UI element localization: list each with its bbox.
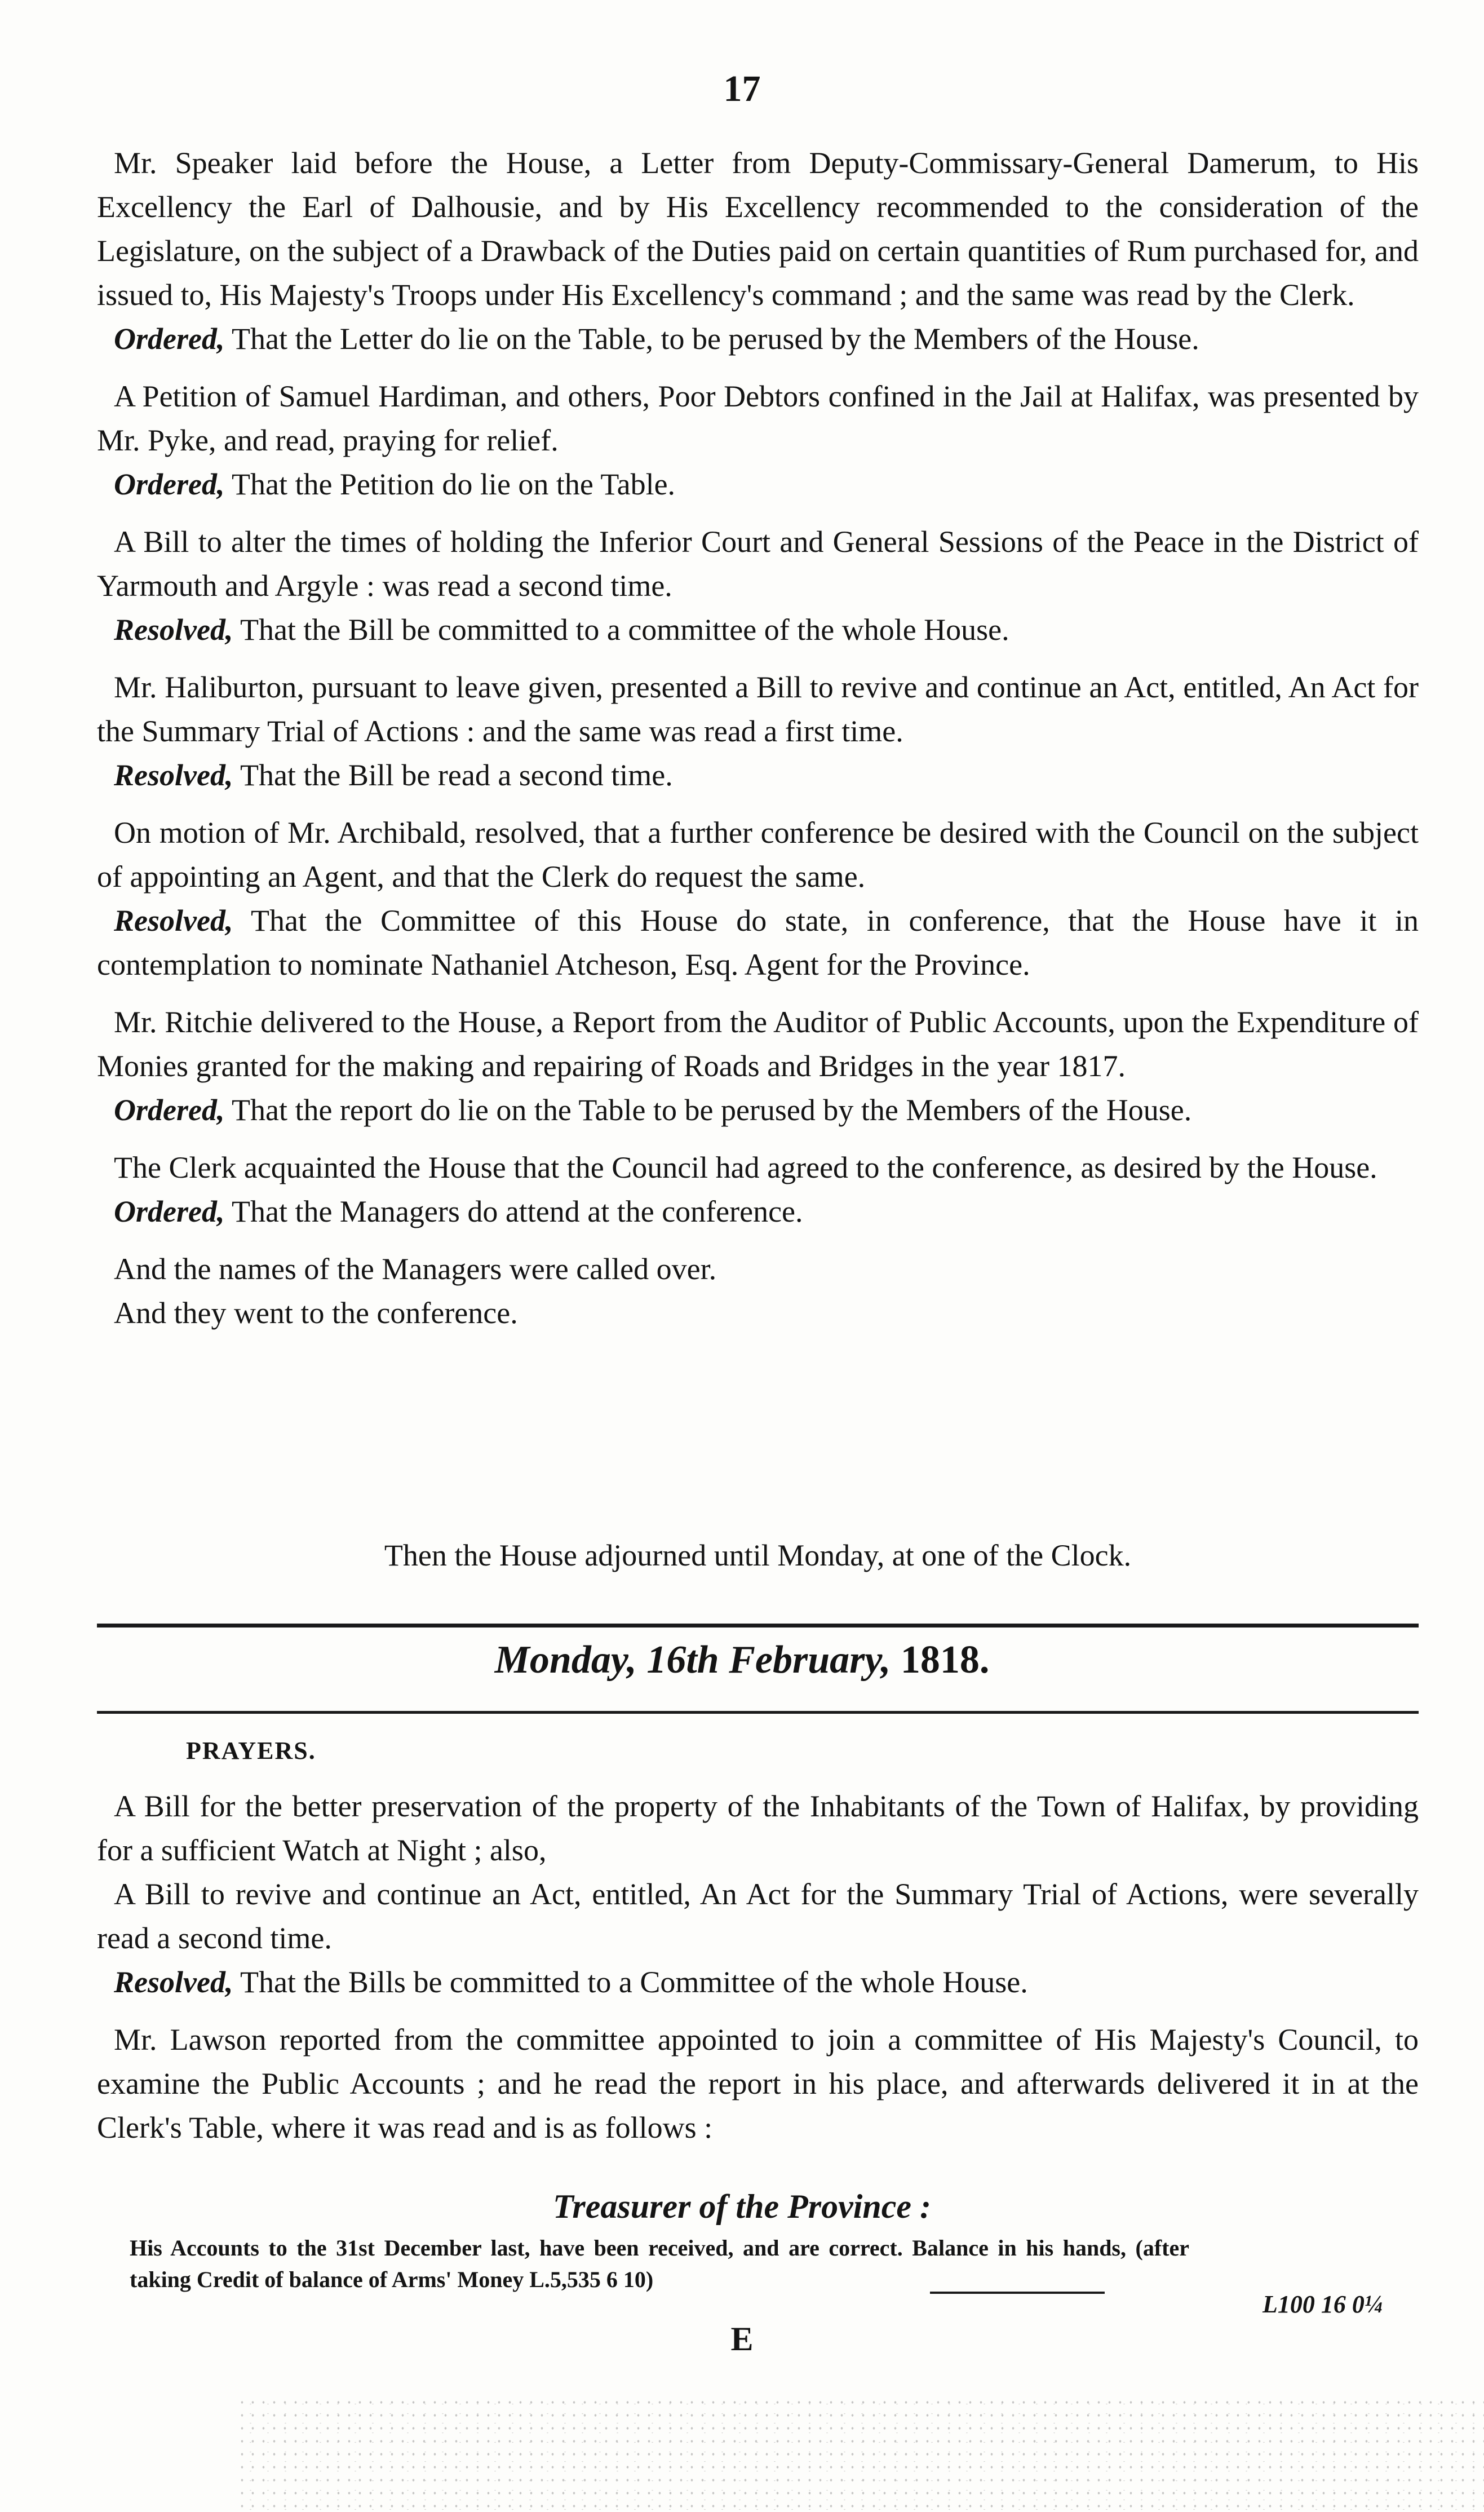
paragraph bbox=[97, 899, 1419, 987]
paragraph bbox=[97, 1960, 1419, 2004]
paper-speckle-texture bbox=[237, 2396, 1484, 2512]
paragraph-text: That the Petition do lie on the Table. bbox=[224, 467, 676, 501]
paragraph bbox=[97, 1189, 1419, 1233]
paragraph-text: A Bill to revive and continue an Act, entitled, An Act for the Summary Trial of Actions, were severally read a second time. bbox=[97, 1877, 1419, 1955]
paragraph-gap bbox=[97, 987, 1419, 1000]
paragraph bbox=[97, 753, 1419, 797]
paragraph-text: Mr. Haliburton, pursuant to leave given, presented a Bill to revive and continue an Act, entitled, An Act for the Summary Trial of Actions : and the same was read a first time. bbox=[97, 670, 1419, 748]
section-rule-bottom bbox=[97, 1711, 1419, 1714]
paragraph-text: That the Committee of this House do state, in conference, that the House have it in contemplation to nominate Nathaniel Atcheson, Esq. Agent for the Province. bbox=[97, 904, 1419, 981]
paragraph-lead: Resolved, bbox=[114, 904, 233, 937]
paragraph bbox=[97, 317, 1419, 361]
paragraph-gap bbox=[97, 1233, 1419, 1247]
paragraph bbox=[97, 1088, 1419, 1132]
paragraph bbox=[97, 665, 1419, 753]
adjournment-line: Then the House adjourned until Monday, at one of the Clock. bbox=[384, 1538, 1132, 1572]
paragraph-lead: Resolved, bbox=[114, 613, 233, 647]
paragraph bbox=[97, 2018, 1419, 2150]
paragraph-lead: Ordered, bbox=[114, 322, 225, 356]
paragraph-lead: Ordered, bbox=[114, 1195, 225, 1228]
date-date: 16th February, bbox=[646, 1638, 891, 1682]
paragraph bbox=[97, 608, 1419, 652]
adjournment bbox=[97, 1533, 1419, 1577]
section-rule-top bbox=[97, 1624, 1419, 1628]
proceedings-section-1 bbox=[97, 141, 1419, 1335]
paragraph-lead: Resolved, bbox=[114, 1965, 233, 1999]
date-day: Monday, bbox=[494, 1638, 637, 1682]
paragraph-text: That the Bill be committed to a committee of the whole House. bbox=[233, 613, 1009, 647]
paragraph bbox=[97, 1247, 1419, 1291]
treasurer-heading: Treasurer of the Province : bbox=[552, 2188, 931, 2225]
paragraph bbox=[97, 1872, 1419, 1960]
paragraph-text: On motion of Mr. Archibald, resolved, that a further conference be desired with the Council on the subject of appointing an Agent, and that the Clerk do request the same. bbox=[97, 816, 1419, 894]
date-year: 1818. bbox=[900, 1638, 990, 1682]
paragraph bbox=[97, 462, 1419, 506]
paragraph-text: And the names of the Managers were called over. bbox=[114, 1252, 717, 1286]
paragraph-text: That the report do lie on the Table to be perused by the Members of the House. bbox=[224, 1093, 1192, 1127]
paragraph-text: A Bill to alter the times of holding the Inferior Court and General Sessions of the Peace in the District of Yarmouth and Argyle : was read a second time. bbox=[97, 525, 1419, 603]
treasurer-amount: L100 16 0¼ bbox=[1262, 2290, 1383, 2318]
paragraph-text: That the Bills be committed to a Committee of the whole House. bbox=[233, 1965, 1028, 1999]
paragraph-gap bbox=[97, 2004, 1419, 2018]
paragraph bbox=[97, 1146, 1419, 1189]
paragraph-text: Mr. Ritchie delivered to the House, a Report from the Auditor of Public Accounts, upon the Expenditure of Monies granted for the making and repairing of Roads and Bridges in the year 1817. bbox=[97, 1005, 1419, 1083]
date-heading bbox=[0, 1638, 1484, 1683]
paragraph-gap bbox=[97, 361, 1419, 374]
paragraph-gap bbox=[97, 506, 1419, 520]
paragraph-gap bbox=[97, 1132, 1419, 1146]
paragraph bbox=[97, 811, 1419, 899]
paragraph-lead: Ordered, bbox=[114, 467, 225, 501]
paragraph-text: And they went to the conference. bbox=[114, 1296, 518, 1330]
paragraph-text: Mr. Lawson reported from the committee appointed to join a committee of His Majesty's Council, to examine the Public Accounts ; and he read the report in his place, and afterwards delivered it in at the Clerk's Table, where it was read and is as follows : bbox=[97, 2023, 1419, 2144]
paragraph bbox=[97, 141, 1419, 317]
signature-mark: E bbox=[730, 2320, 754, 2358]
paragraph-lead: Ordered, bbox=[114, 1093, 225, 1127]
paragraph bbox=[97, 374, 1419, 462]
paragraph-lead: Resolved, bbox=[114, 758, 233, 792]
paragraph-gap bbox=[97, 797, 1419, 811]
prayers-label: PRAYERS. bbox=[186, 1737, 316, 1764]
paragraph-text: That the Bill be read a second time. bbox=[233, 758, 673, 792]
paragraph-text: That the Managers do attend at the conference. bbox=[224, 1195, 803, 1228]
paragraph bbox=[97, 1291, 1419, 1335]
paragraph-gap bbox=[97, 652, 1419, 665]
paragraph-text: A Petition of Samuel Hardiman, and others, Poor Debtors confined in the Jail at Halifax, was presented by Mr. Pyke, and read, praying for relief. bbox=[97, 379, 1419, 457]
paragraph bbox=[97, 520, 1419, 608]
proceedings-section-2 bbox=[97, 1784, 1419, 2150]
treasurer-text: His Accounts to the 31st December last, have been received, and are correct. Balance in his hands, (after taking Credit of balance of Arms' Money L.5,535 6 10) bbox=[130, 2235, 1189, 2292]
paragraph bbox=[97, 1784, 1419, 1872]
paragraph-text: The Clerk acquainted the House that the Council had agreed to the conference, as desired by the House. bbox=[114, 1151, 1377, 1184]
paragraph-text: That the Letter do lie on the Table, to be perused by the Members of the House. bbox=[224, 322, 1199, 356]
amount-rule bbox=[930, 2292, 1105, 2294]
paragraph bbox=[97, 1000, 1419, 1088]
paragraph-text: A Bill for the better preservation of the property of the Inhabitants of the Town of Halifax, by providing for a sufficient Watch at Night ; also, bbox=[97, 1789, 1419, 1867]
page-number: 17 bbox=[723, 68, 761, 109]
paragraph-text: Mr. Speaker laid before the House, a Letter from Deputy-Commissary-General Damerum, to His Excellency the Earl of Dalhousie, and by His Excellency recommended to the consideration of the Legislature, on the subject of a Drawback of the Duties paid on certain quantities of Rum purchased for, and issued to, His Majesty's Troops under His Excellency's command ; and the same was read by the Clerk. bbox=[97, 146, 1419, 312]
